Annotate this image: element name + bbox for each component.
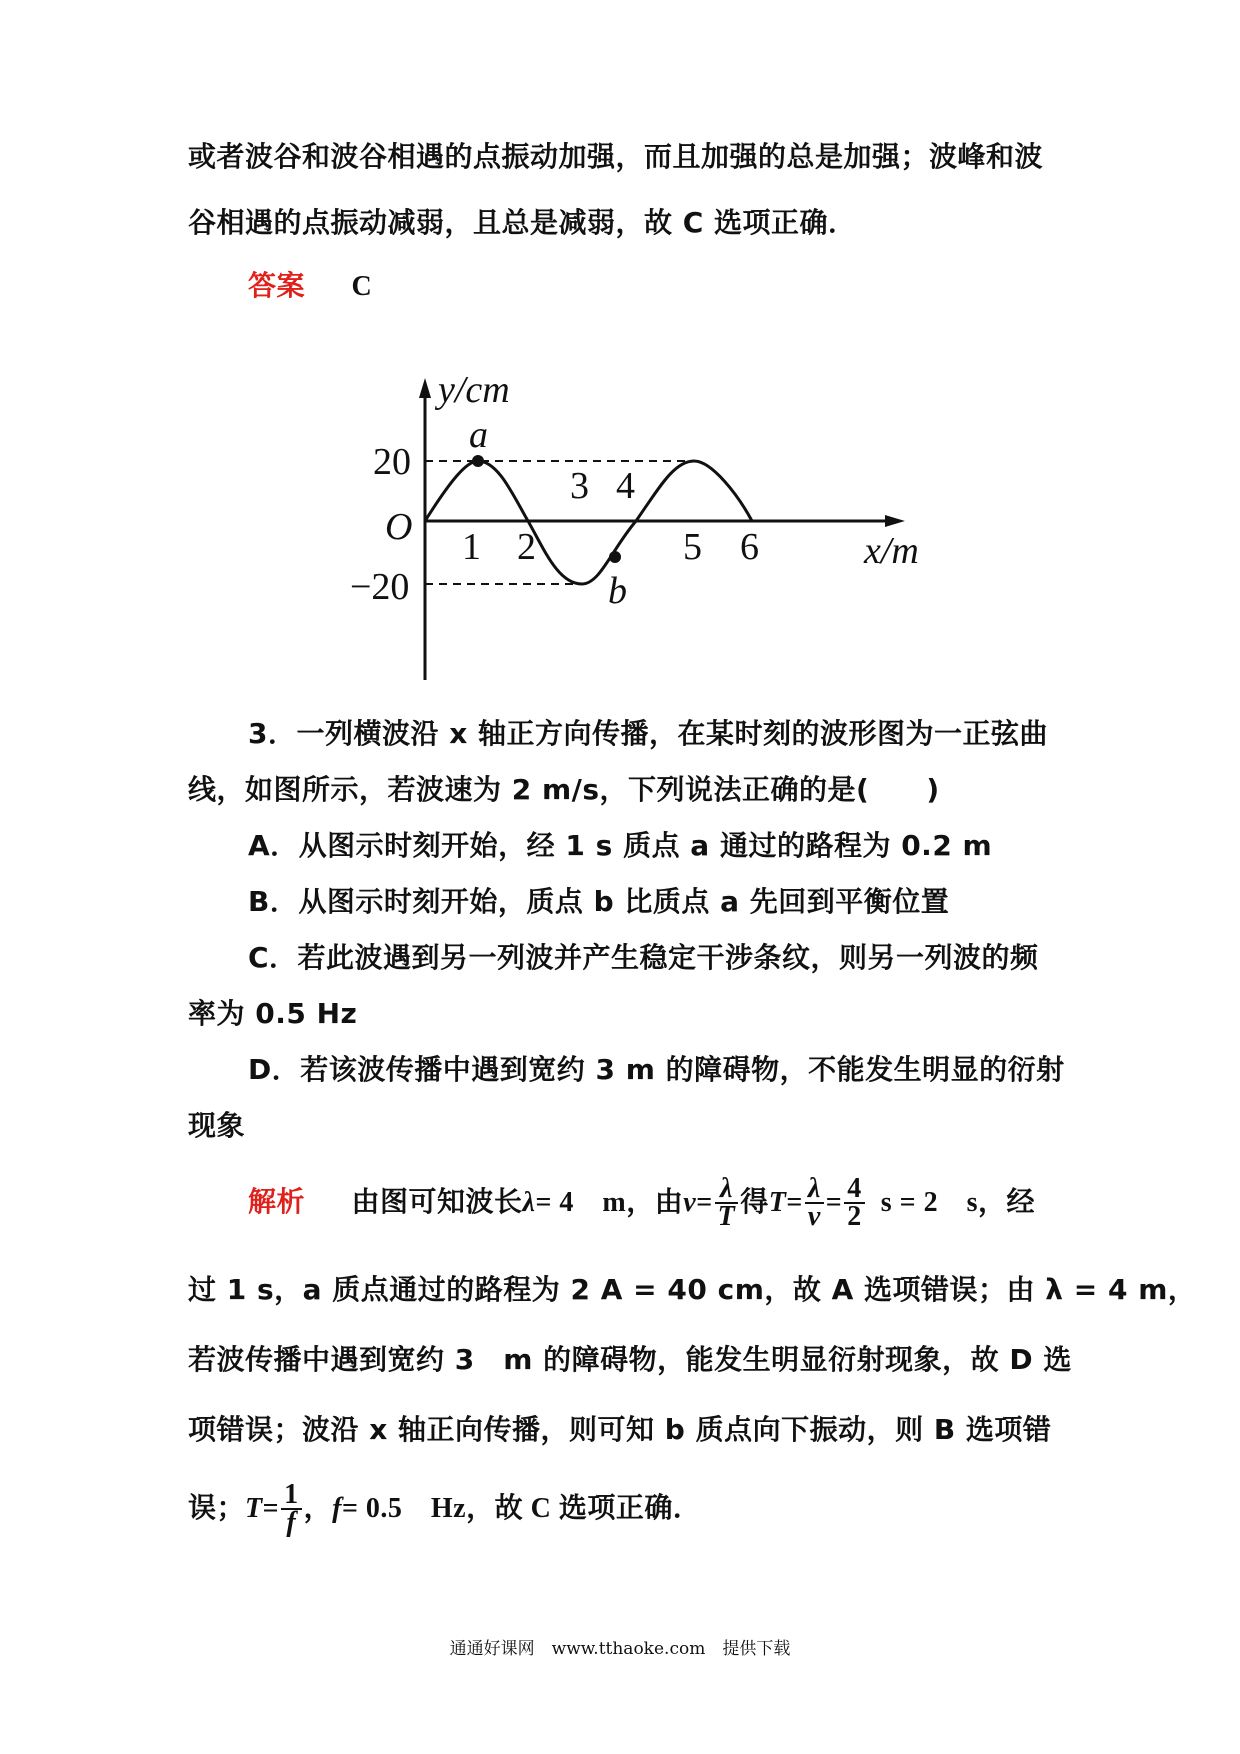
equals-sign: = (786, 1187, 803, 1218)
x-tick-label: 3 (570, 465, 589, 507)
answer-label: 答案 (248, 269, 306, 302)
y-tick-label: 20 (373, 441, 411, 483)
analysis-text: 由图可知波长 (351, 1185, 523, 1218)
analysis-label: 解析 (248, 1185, 306, 1218)
x-axis-label: x/m (864, 530, 919, 572)
period-symbol: T (768, 1187, 787, 1218)
equals-sign: = (696, 1187, 713, 1218)
analysis-line (248, 1173, 1036, 1232)
y-tick-label: −20 (350, 566, 410, 608)
option-d-continued: 现象 (188, 1109, 246, 1142)
y-axis-arrow (419, 378, 431, 398)
analysis-text: = 0.5 Hz，故 C 选项正确． (341, 1493, 702, 1524)
fraction (715, 1173, 739, 1232)
frequency-symbol: f (332, 1493, 342, 1524)
point-b-label: b (608, 570, 627, 612)
point-b-dot (609, 551, 621, 563)
y-axis-label: y/cm (438, 369, 510, 411)
analysis-text: s = 2 s，经 (880, 1187, 1036, 1218)
lambda-symbol: λ (522, 1187, 536, 1218)
analysis-text: = 4 m，由 (535, 1187, 684, 1218)
option-d: D．若该波传播中遇到宽约 3 m 的障碍物，不能发生明显的衍射 (248, 1053, 1065, 1086)
x-axis-arrow (885, 515, 905, 527)
analysis-line: 项错误；波沿 x 轴正向传播，则可知 b 质点向下振动，则 B 选项错 (188, 1413, 1052, 1446)
origin-label: O (385, 506, 413, 548)
fraction-denominator: v (807, 1201, 821, 1232)
analysis-line: 若波传播中遇到宽约 3 m 的障碍物，能发生明显衍射现象，故 D 选 (188, 1343, 1072, 1376)
analysis-line (188, 1479, 702, 1538)
paragraph-line: 谷相遇的点振动减弱，且总是减弱，故 C 选项正确． (188, 206, 857, 239)
x-tick-label: 1 (462, 526, 481, 568)
analysis-text: ， (303, 1491, 333, 1524)
paragraph-line: 或者波谷和波谷相遇的点振动加强，而且加强的总是加强；波峰和波 (188, 140, 1044, 173)
fraction (805, 1173, 824, 1232)
option-b: B．从图示时刻开始，质点 b 比质点 a 先回到平衡位置 (248, 885, 950, 918)
fraction-denominator: T (717, 1201, 736, 1232)
fraction (844, 1173, 865, 1232)
fraction-denominator: f (286, 1507, 297, 1538)
fraction (281, 1479, 302, 1538)
fraction-denominator: 2 (847, 1201, 862, 1232)
x-tick-label: 5 (683, 526, 702, 568)
question-line: 3．一列横波沿 x 轴正方向传播，在某时刻的波形图为一正弦曲 (248, 717, 1049, 750)
answer-value: C (351, 271, 373, 302)
analysis-line: 过 1 s，a 质点通过的路程为 2 A = 40 cm，故 A 选项错误；由 λ = 4 m， (188, 1273, 1197, 1306)
wave-diagram (0, 0, 1240, 700)
option-a: A．从图示时刻开始，经 1 s 质点 a 通过的路程为 0.2 m (248, 829, 993, 862)
fraction-numerator: λ (715, 1176, 739, 1204)
option-c-continued: 率为 0.5 Hz (188, 997, 358, 1030)
velocity-symbol: v (683, 1187, 697, 1218)
period-symbol: T (245, 1493, 263, 1524)
option-c: C．若此波遇到另一列波并产生稳定干涉条纹，则另一列波的频 (248, 941, 1039, 974)
footer-note: 通通好课网 www.tthaoke.com 提供下载 (449, 1639, 791, 1659)
point-a-label: a (469, 414, 488, 456)
x-tick-label: 4 (616, 465, 635, 507)
analysis-text: 误； (188, 1491, 246, 1524)
equals-sign: = (262, 1493, 280, 1524)
fraction-numerator: λ (805, 1176, 824, 1204)
analysis-text: 得 (740, 1185, 769, 1218)
question-line: 线，如图所示，若波速为 2 m/s，下列说法正确的是( ) (188, 773, 940, 806)
x-tick-label: 2 (517, 526, 536, 568)
x-tick-label: 6 (740, 526, 759, 568)
fraction-numerator: 1 (281, 1482, 302, 1510)
equals-sign: = (825, 1187, 843, 1218)
fraction-numerator: 4 (844, 1176, 865, 1204)
point-a-dot (472, 455, 484, 467)
